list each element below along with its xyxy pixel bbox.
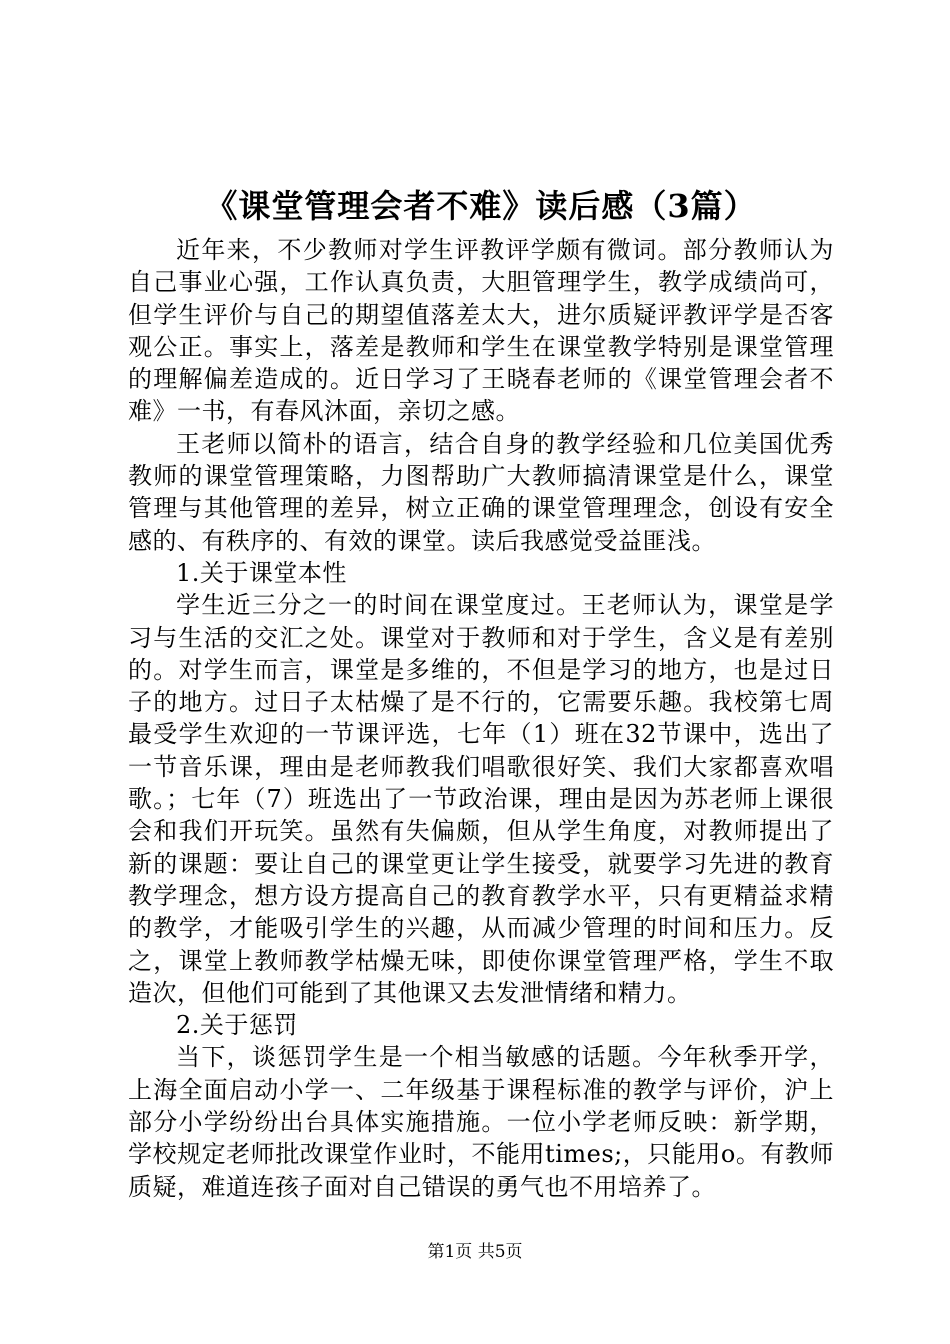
document-body bbox=[128, 234, 834, 1203]
paragraph: 近年来，不少教师对学生评教评学颇有微词。部分教师认为自己事业心强，工作认真负责，大胆管理学生，教学成绩尚可，但学生评价与自己的期望值落差太大，进尔质疑评教评学是否客观公正。事实上，落差是教师和学生在课堂教学特别是课堂管理的理解偏差造成的。近日学习了王晓春老师的《课堂管理会者不难》一书，有春风沐面，亲切之感。 bbox=[128, 236, 834, 426]
document-page bbox=[128, 180, 834, 1203]
paragraph: 王老师以简朴的语言，结合自身的教学经验和几位美国优秀教师的课堂管理策略，力图帮助广大教师搞清课堂是什么，课堂管理与其他管理的差异，树立正确的课堂管理理念，创设有安全感的、有秩序的、有效的课堂。读后我感觉受益匪浅。 bbox=[128, 429, 834, 555]
section-heading: 2.关于惩罚 bbox=[176, 1011, 298, 1040]
paragraph: 当下，谈惩罚学生是一个相当敏感的话题。今年秋季开学，上海全面启动小学一、二年级基于课程标准的教学与评价，沪上部分小学纷纷出台具体实施措施。一位小学老师反映：新学期，学校规定老师批改课堂作业时，不能用times;，只能用o。有教师质疑，难道连孩子面对自己错误的勇气也不用培养了。 bbox=[128, 1043, 834, 1201]
section-heading: 1.关于课堂本性 bbox=[176, 558, 347, 587]
page-number-footer: 第1页 共5页 bbox=[427, 1242, 523, 1262]
document-title: 《课堂管理会者不难》读后感（3篇） bbox=[205, 187, 757, 225]
paragraph: 学生近三分之一的时间在课堂度过。王老师认为，课堂是学习与生活的交汇之处。课堂对于教师和对于学生，含义是有差别的。对学生而言，课堂是多维的，不但是学习的地方，也是过日子的地方。过日子太枯燥了是不行的，它需要乐趣。我校第七周最受学生欢迎的一节课评选，七年（1）班在32节课中，选出了一节音乐课，理由是老师教我们唱歌很好笑、我们大家都喜欢唱歌。；七年（7）班选出了一节政治课，理由是因为苏老师上课很会和我们开玩笑。虽然有失偏颇，但从学生角度，对教师提出了新的课题：要让自己的课堂更让学生接受，就要学习先进的教育教学理念，想方设方提高自己的教育教学水平，只有更精益求精的教学，才能吸引学生的兴趣，从而减少管理的时间和压力。反之，课堂上教师教学枯燥无味，即使你课堂管理严格，学生不取造次，但他们可能到了其他课又去发泄情绪和精力。 bbox=[128, 591, 834, 1007]
